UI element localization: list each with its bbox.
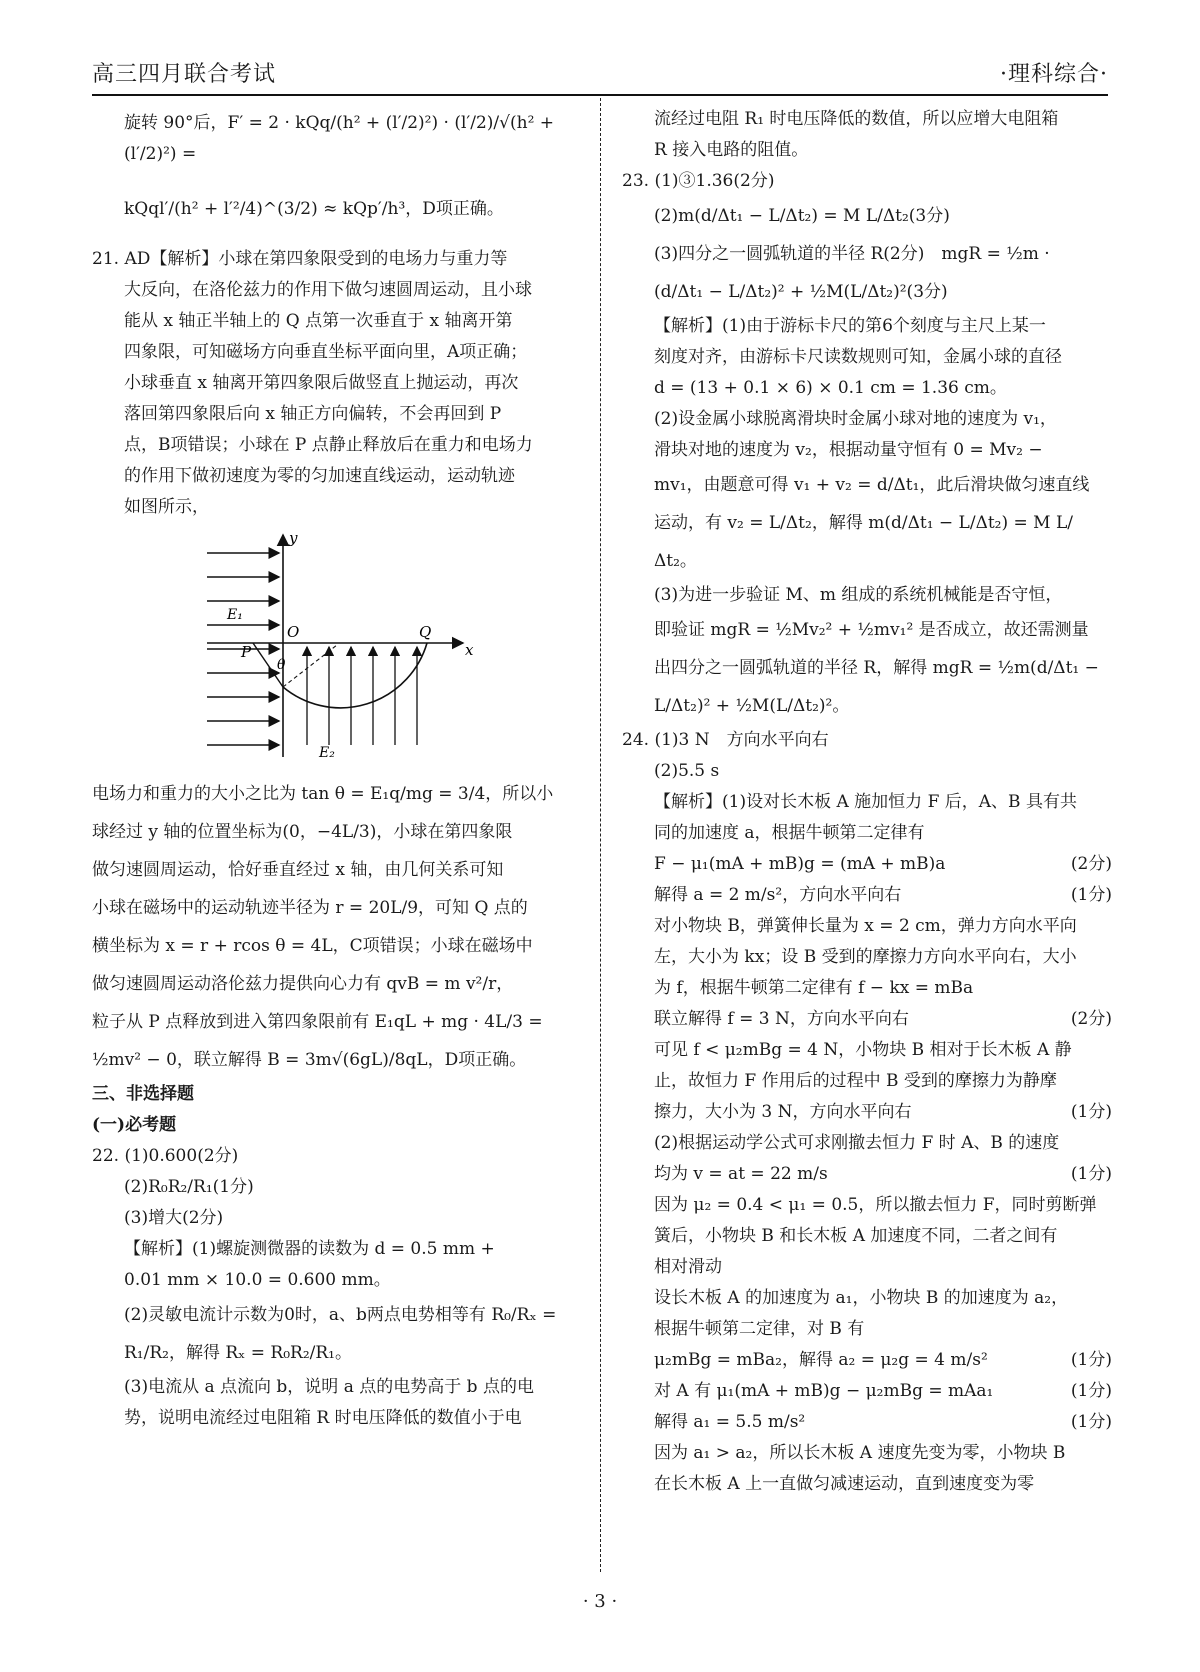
subsection-title: (一)必考题 (92, 1115, 177, 1135)
q24-score-row (622, 880, 1112, 911)
score: (2分) (1070, 1009, 1112, 1029)
equation: 对 A 有 μ₁(mA + mB)g − μ₂mBg = mAa₁ (654, 1381, 994, 1401)
q21-text: 落回第四象限后向 x 轴正方向偏转，不会再回到 P (124, 404, 502, 424)
q24-analysis: 簧后，小物块 B 和长木板 A 加速度不同，二者之间有 (654, 1226, 1058, 1246)
equation: 擦力，大小为 3 N，方向水平向右 (654, 1102, 912, 1122)
q24-analysis: 同的加速度 a，根据牛顿第二定律有 (654, 823, 925, 843)
q22-analysis: 势，说明电流经过电阻箱 R 时电压降低的数值小于电 (124, 1408, 522, 1428)
score: (1分) (1070, 1102, 1112, 1122)
q24-analysis: 因为 μ₂ = 0.4 < μ₁ = 0.5，所以撤去恒力 F，同时剪断弹 (654, 1195, 1097, 1215)
q21-text: 21. AD【解析】小球在第四象限受到的电场力与重力等 (92, 249, 508, 269)
trajectory-arc (283, 643, 427, 708)
q23-analysis: 运动，有 v₂ = L/Δt₂，解得 m(d/Δt₁ − L/Δt₂) = M L/Δt₂。 (654, 513, 1074, 571)
field-diagram (92, 529, 582, 769)
formula-line: 旋转 90°后，F′ = 2 · kQq/(h² + (l′/2)²) · (l′/2)/√(h² + (l′/2)²) = (124, 113, 555, 164)
q24-score-row (622, 1376, 1112, 1407)
q24-analysis: 对小物块 B，弹簧伸长量为 x = 2 cm，弹力方向水平向 (654, 916, 1077, 936)
equation: μ₂mBg = mBa₂，解得 a₂ = μ₂g = 4 m/s² (654, 1350, 988, 1370)
fig-label-y: y (289, 529, 298, 547)
q22-analysis: R₁/R₂，解得 Rₓ = R₀R₂/R₁。 (124, 1343, 352, 1363)
q22-analysis-cont: 流经过电阻 R₁ 时电压降低的数值，所以应增大电阻箱 (654, 109, 1059, 129)
field-diagram-svg (187, 529, 487, 761)
fig-label-p: P (241, 643, 252, 661)
q21-text: 横坐标为 x = r + rcos θ = 4L，C项错误；小球在磁场中 (92, 936, 533, 956)
q24-analysis: 为 f，根据牛顿第二定律有 f − kx = mBa (654, 978, 974, 998)
q24-answer: 24. (1)3 N 方向水平向右 (622, 730, 829, 750)
q21-text: 粒子从 P 点释放到进入第四象限前有 E₁qL + mg · 4L/3 = (92, 1012, 543, 1032)
q23-analysis: 【解析】(1)由于游标卡尺的第6个刻度与主尺上某一 (654, 316, 1046, 336)
score: (1分) (1070, 885, 1112, 905)
q21-text: ½mv² − 0，联立解得 B = 3m√(6gL)/8qL，D项正确。 (92, 1050, 527, 1070)
q21-text: 的作用下做初速度为零的匀加速直线运动，运动轨迹 (124, 466, 515, 486)
q23-analysis: L/Δt₂)² + ½M(L/Δt₂)²。 (654, 696, 850, 716)
equation: 解得 a = 2 m/s²，方向水平向右 (654, 885, 902, 905)
q21-text: 电场力和重力的大小之比为 tan θ = E₁q/mg = 3/4，所以小 (92, 784, 554, 804)
q24-score-row (622, 1345, 1112, 1376)
score: (1分) (1070, 1164, 1112, 1184)
q21-text: 小球垂直 x 轴离开第四象限后做竖直上抛运动，再次 (124, 373, 519, 393)
q24-score-row (622, 1407, 1112, 1438)
score: (1分) (1070, 1412, 1112, 1432)
q24-analysis: (2)根据运动学公式可求刚撤去恒力 F 时 A、B 的速度 (654, 1133, 1060, 1153)
fig-label-e2: E₂ (319, 745, 335, 761)
q23-analysis: d = (13 + 0.1 × 6) × 0.1 cm = 1.36 cm。 (654, 378, 1007, 398)
fig-label-e1: E₁ (227, 607, 243, 623)
q22-answer: 22. (1)0.600(2分) (92, 1146, 239, 1166)
left-column (92, 104, 582, 1434)
q24-analysis: 在长木板 A 上一直做匀减速运动，直到速度变为零 (654, 1474, 1035, 1494)
q24-score-row (622, 1097, 1112, 1128)
q21-text: 小球在磁场中的运动轨迹半径为 r = 20L/9，可知 Q 点的 (92, 898, 528, 918)
q21-text: 如图所示， (124, 497, 209, 517)
q21-text: 大反向，在洛伦兹力的作用下做匀速圆周运动，且小球 (124, 280, 532, 300)
q23-analysis: (3)为进一步验证 M、m 组成的系统机械能是否守恒， (654, 585, 1063, 605)
q21-text: 能从 x 轴正半轴上的 Q 点第一次垂直于 x 轴离开第 (124, 311, 513, 331)
score: (1分) (1070, 1350, 1112, 1370)
q21-text: 球经过 y 轴的位置坐标为(0，−4L/3)，小球在第四象限 (92, 822, 513, 842)
q24-score-row (622, 1159, 1112, 1190)
q24-analysis: 止，故恒力 F 作用后的过程中 B 受到的摩擦力为静摩 (654, 1071, 1057, 1091)
equation: F − μ₁(mA + mB)g = (mA + mB)a (654, 854, 946, 874)
fig-label-theta: θ (277, 657, 286, 673)
q22-answer: (2)R₀R₂/R₁(1分) (124, 1177, 254, 1197)
q23-analysis: 刻度对齐，由游标卡尺读数规则可知，金属小球的直径 (654, 347, 1062, 367)
q21-text: 四象限，可知磁场方向垂直坐标平面向里，A项正确； (124, 342, 528, 362)
q22-analysis: 0.01 mm × 10.0 = 0.600 mm。 (124, 1270, 391, 1290)
q24-analysis: 根据牛顿第二定律，对 B 有 (654, 1319, 865, 1339)
q24-analysis: 因为 a₁ > a₂，所以长木板 A 速度先变为零，小物块 B (654, 1443, 1066, 1463)
q22-analysis: (3)电流从 a 点流向 b，说明 a 点的电势高于 b 点的电 (124, 1377, 534, 1397)
column-divider (600, 98, 601, 1572)
q23-answer: (2)m(d/Δt₁ − L/Δt₂) = M L/Δt₂(3分) (654, 206, 950, 226)
score: (1分) (1070, 1381, 1112, 1401)
q24-analysis: 可见 f < μ₂mBg = 4 N，小物块 B 相对于长木板 A 静 (654, 1040, 1072, 1060)
q22-analysis: 【解析】(1)螺旋测微器的读数为 d = 0.5 mm + (124, 1239, 495, 1259)
section-title: 三、非选择题 (92, 1084, 194, 1104)
q23-answer: (d/Δt₁ − L/Δt₂)² + ½M(L/Δt₂)²(3分) (654, 282, 948, 302)
q23-answer: 23. (1)③1.36(2分) (622, 171, 775, 191)
q23-answer: (3)四分之一圆弧轨道的半径 R(2分) mgR = ½m · (654, 244, 1050, 264)
q22-analysis: (2)灵敏电流计示数为0时，a、b两点电势相等有 R₀/Rₓ = (124, 1305, 557, 1325)
page-number: · 3 · (582, 1591, 618, 1612)
q23-analysis: 即验证 mgR = ½Mv₂² + ½mv₁² 是否成立，故还需测量 (654, 620, 1089, 640)
exam-title: 高三四月联合考试 (92, 62, 277, 87)
right-column (622, 104, 1112, 1500)
q21-text: 点，B项错误；小球在 P 点静止释放后在重力和电场力 (124, 435, 533, 455)
q24-analysis: 左，大小为 kx；设 B 受到的摩擦力方向水平向右，大小 (654, 947, 1077, 967)
q23-analysis: 滑块对地的速度为 v₂，根据动量守恒有 0 = Mv₂ − (654, 440, 1043, 460)
fig-label-x: x (465, 641, 474, 659)
q24-analysis: 相对滑动 (654, 1257, 722, 1277)
equation: 解得 a₁ = 5.5 m/s² (654, 1412, 806, 1432)
q21-text: 做匀速圆周运动洛伦兹力提供向心力有 qvB = m v²/r， (92, 974, 514, 994)
equation: 联立解得 f = 3 N，方向水平向右 (654, 1009, 909, 1029)
equation: 均为 v = at = 22 m/s (654, 1164, 828, 1184)
q24-answer: (2)5.5 s (654, 761, 720, 781)
page-header (92, 40, 1108, 96)
q22-analysis-cont: R 接入电路的阻值。 (654, 140, 809, 160)
fig-label-q: Q (419, 623, 432, 641)
q24-analysis: 【解析】(1)设对长木板 A 施加恒力 F 后，A、B 具有共 (654, 792, 1077, 812)
formula-line: kQql′/(h² + l′²/4)^(3/2) ≈ kQp′/h³，D项正确。 (124, 198, 504, 219)
q24-score-row (622, 849, 1112, 880)
score: (2分) (1070, 854, 1112, 874)
q21-text: 做匀速圆周运动，恰好垂直经过 x 轴，由几何关系可知 (92, 860, 504, 880)
q24-score-row (622, 1004, 1112, 1035)
q24-analysis: 设长木板 A 的加速度为 a₁，小物块 B 的加速度为 a₂， (654, 1288, 1069, 1308)
q22-answer: (3)增大(2分) (124, 1208, 224, 1228)
subject-title: ·理科综合· (1000, 62, 1108, 87)
fig-label-o: O (287, 623, 300, 641)
e2-field-lines (307, 647, 417, 745)
q23-analysis: mv₁，由题意可得 v₁ + v₂ = d/Δt₁，此后滑块做匀速直线 (654, 475, 1090, 495)
q23-analysis: (2)设金属小球脱离滑块时金属小球对地的速度为 v₁， (654, 409, 1057, 429)
q23-analysis: 出四分之一圆弧轨道的半径 R，解得 mgR = ½m(d/Δt₁ − (654, 658, 1099, 678)
